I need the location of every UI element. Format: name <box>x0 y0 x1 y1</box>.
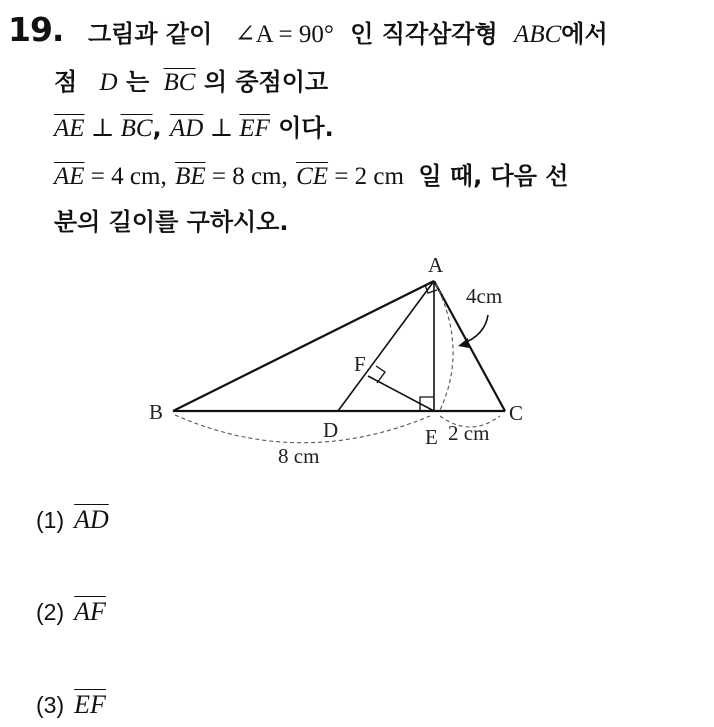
segment-bc: $\overline{BC}$ <box>120 115 153 142</box>
segment-ce: $\overline{CE}$ <box>296 163 329 190</box>
triangle-name: ABC <box>514 21 562 48</box>
segment-ad-line <box>338 281 434 411</box>
segment-ef: $\overline{EF}$ <box>239 115 270 142</box>
label-d: D <box>323 418 339 442</box>
angle-expression: ∠A = 90° <box>234 21 334 48</box>
value-be: = 8 cm, <box>205 163 288 190</box>
subquestion-segment: $\overline{AF}$ <box>74 597 106 626</box>
value-ae: = 4 cm, <box>84 163 167 190</box>
text: 점 <box>54 68 78 96</box>
label-e: E <box>425 425 438 449</box>
side-ab <box>173 281 434 411</box>
segment-ae: $\overline{AE}$ <box>54 163 85 190</box>
segment-be: $\overline{BE}$ <box>175 163 206 190</box>
comma: , <box>152 114 170 142</box>
segment-ae: $\overline{AE}$ <box>54 115 85 142</box>
arrow-head <box>458 338 469 348</box>
measure-arc-ae <box>436 284 453 410</box>
text: 그림과 같이 <box>88 20 213 48</box>
subquestion-number: (3) <box>36 692 65 718</box>
label-a: A <box>428 253 444 277</box>
segment-ad: $\overline{AD}$ <box>170 115 204 142</box>
text: 일 때, 다음 선 <box>418 162 569 190</box>
perp-symbol: ⊥ <box>84 115 121 142</box>
subquestion-segment: $\overline{AD}$ <box>74 505 109 534</box>
subquestion-segment: $\overline{EF}$ <box>74 690 106 719</box>
measure-label-ac: 4cm <box>466 284 503 308</box>
problem-line-5: 분의 길이를 구하시오. <box>54 208 289 236</box>
question-number: 19. <box>8 10 64 49</box>
label-b: B <box>149 400 164 424</box>
segment-bc: $\overline{BC}$ <box>163 69 196 96</box>
label-c: C <box>509 401 524 425</box>
subquestion-number: (1) <box>36 507 65 533</box>
subquestion-number: (2) <box>36 599 65 625</box>
subquestion-3 <box>36 690 106 720</box>
point-name: D <box>99 69 118 96</box>
subquestion-2 <box>36 597 106 627</box>
subquestion-1 <box>36 505 109 535</box>
measure-arc-be <box>175 415 430 443</box>
measure-label-be: 8 cm <box>278 444 320 468</box>
text: 는 <box>125 68 150 96</box>
perp-symbol: ⊥ <box>203 115 240 142</box>
text: 의 중점이고 <box>203 68 329 96</box>
value-ce: = 2 cm <box>328 163 404 190</box>
label-f: F <box>354 352 366 376</box>
text: 에서 <box>561 20 608 48</box>
measure-label-ec: 2 cm <box>448 421 490 445</box>
text: 이다. <box>278 114 334 142</box>
text: 인 직각삼각형 <box>350 20 498 48</box>
